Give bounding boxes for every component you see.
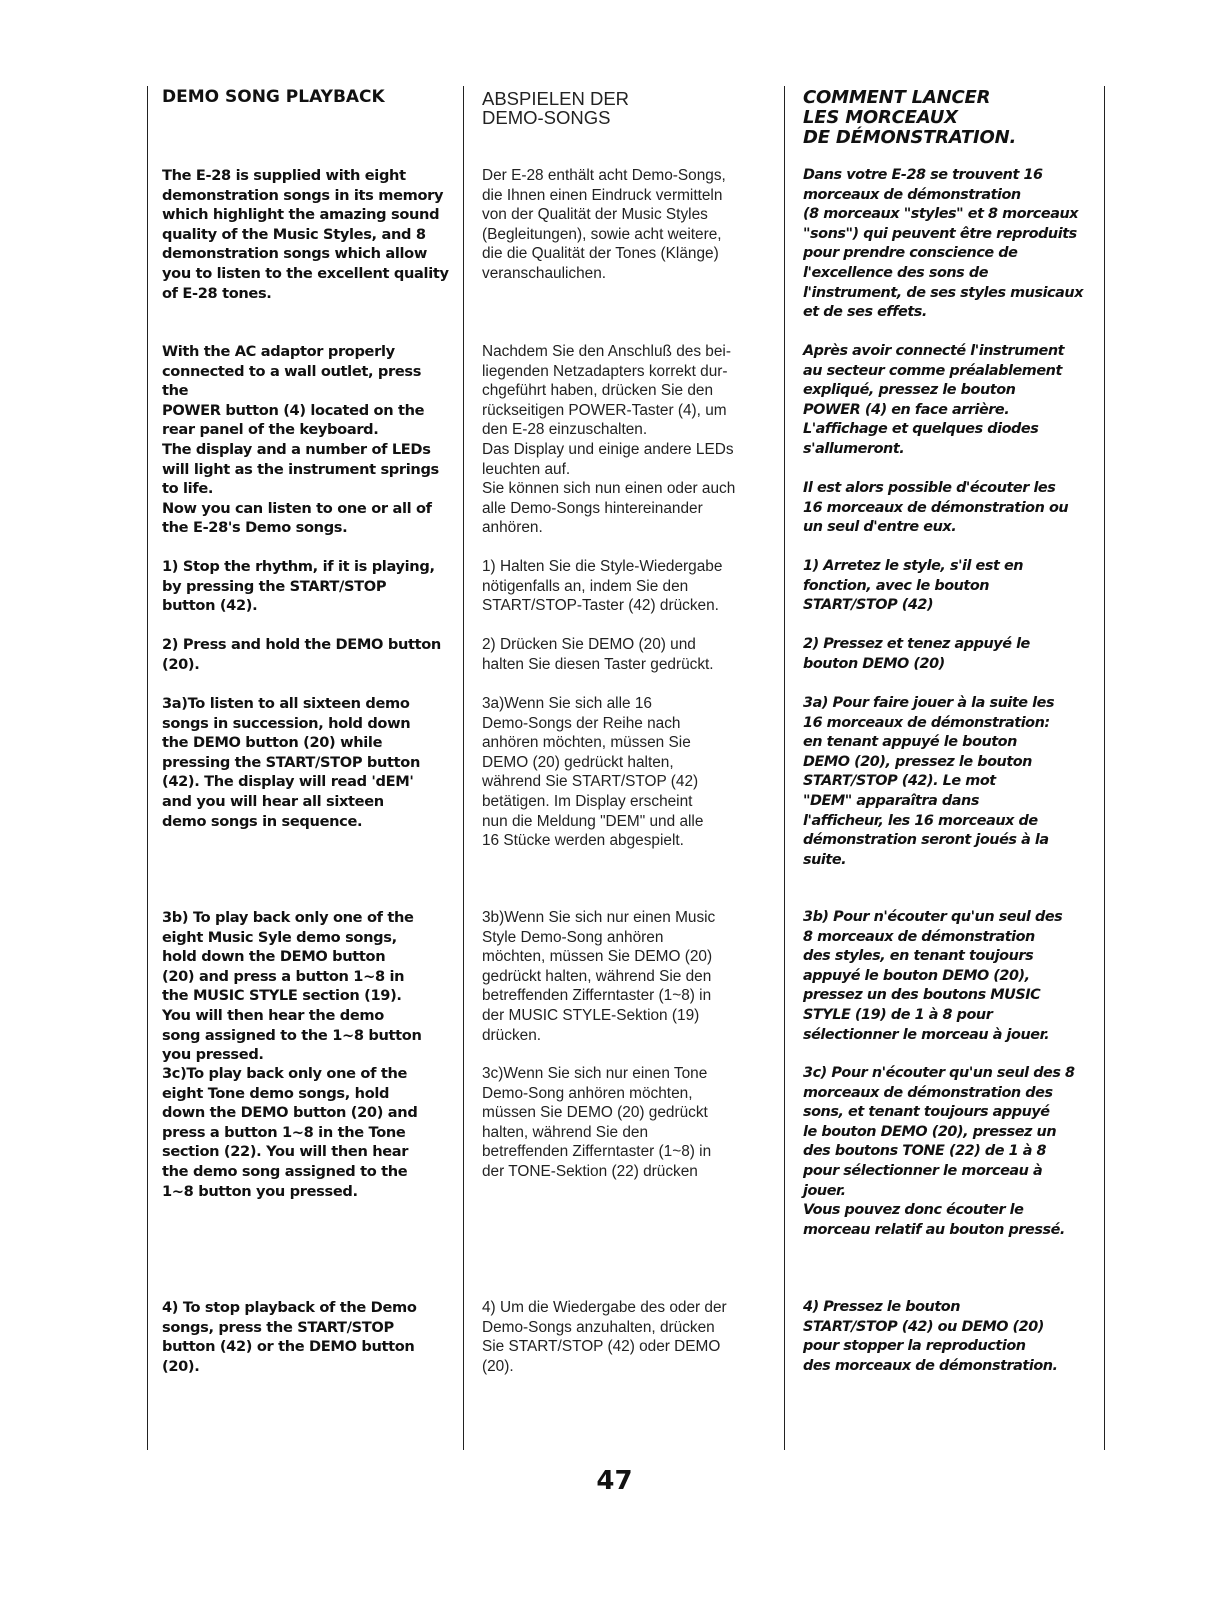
german-title: ABSPIELEN DER DEMO-SONGS xyxy=(482,88,630,128)
german-intro: Der E-28 enthält acht Demo-Songs, die Ihnen einen Eindruck vermitteln von der Qualität der Music Styles (Begleitungen), sowie acht weitere, die die Qualität der Tones (Klänge) veranschaulichen. xyxy=(482,167,726,282)
french-step-2: 2) Pressez et tenez appuyé le bouton DEMO (20) xyxy=(803,636,1030,672)
german-step-3b: 3b)Wenn Sie sich nur einen Music Style Demo-Song anhören möchten, müssen Sie DEMO (20) gedrückt halten, während Sie den betreffenden Zifferntaster (1~8) in der MUSIC STYLE-Sektion (19) drücken. xyxy=(482,909,716,1044)
german-step-2: 2) Drücken Sie DEMO (20) und halten Sie diesen Taster gedrückt. xyxy=(482,636,714,673)
french-step-3c: 3c) Pour n'écouter qu'un seul des 8 morceaux de démonstration des sons, et tenant toujours appuyé le bouton DEMO (20), pressez un des boutons TONE (22) de 1 à 8 pour sélectionner le morceau à jouer. Vous pouvez donc écouter le morceau relatif au bouton pressé. xyxy=(803,1065,1075,1238)
german-step-3c: 3c)Wenn Sie sich nur einen Tone Demo-Song anhören möchten, müssen Sie DEMO (20) gedrückt halten, während Sie den betreffenden Zifferntaster (1~8) in der TONE-Sektion (22) drücken xyxy=(482,1065,712,1180)
column-rule-center-right xyxy=(784,86,785,1450)
column-rule-right xyxy=(1104,86,1105,1450)
page-number: 47 xyxy=(596,1466,633,1496)
french-power: Après avoir connecté l'instrument au secteur comme préalablement expliqué, pressez le bouton POWER (4) en face arrière. L'affichage et quelques diodes s'allumeront. xyxy=(803,343,1065,457)
french-step-4: 4) Pressez le bouton START/STOP (42) ou DEMO (20) pour stopper la reproduction des morceaux de démonstration. xyxy=(803,1299,1058,1374)
english-title: DEMO SONG PLAYBACK xyxy=(162,87,385,107)
column-rule-left xyxy=(147,86,148,1450)
french-step-3a: 3a) Pour faire jouer à la suite les 16 morceaux de démonstration: en tenant appuyé le bouton DEMO (20), pressez le bouton START/STOP (42). Le mot "DEM" apparaîtra dans l'afficheur, les 16 morceaux de démonstration seront joués à la suite. xyxy=(803,695,1055,868)
english-intro: The E-28 is supplied with eight demonstration songs in its memory which highlight the amazing sound quality of the Music Styles, and 8 demonstration songs which allow you to listen to the excellent quality of E-28 tones. xyxy=(162,167,449,302)
english-step-3c: 3c)To play back only one of the eight Tone demo songs, hold down the DEMO button (20) and press a button 1~8 in the Tone section (22). You will then hear the demo song assigned to the 1~8 button you pressed. xyxy=(162,1065,418,1200)
german-power: Nachdem Sie den Anschluß des bei- liegenden Netzadapters korrekt dur- chgeführt haben, drücken Sie den rückseitigen POWER-Taster (4), um den E-28 einzuschalten. Das Display und einige andere LEDs leuchten auf. Sie können sich nun einen oder auch alle Demo-Songs hintereinander anhören. xyxy=(482,343,736,537)
column-rule-center-left xyxy=(463,86,464,1450)
english-step-1: 1) Stop the rhythm, if it is playing, by pressing the START/STOP button (42). xyxy=(162,558,435,615)
german-step-3a: 3a)Wenn Sie sich alle 16 Demo-Songs der Reihe nach anhören möchten, müssen Sie DEMO (20) gedrückt halten, während Sie START/STOP (42) betätigen. Im Display erscheint nun die Meldung "DEM" und alle 16 Stücke werden abgespielt. xyxy=(482,695,704,850)
french-listen: Il est alors possible d'écouter les 16 morceaux de démonstration ou un seul d'entre eux. xyxy=(803,480,1069,536)
french-step-3b: 3b) Pour n'écouter qu'un seul des 8 morceaux de démonstration des styles, en tenant toujours appuyé le bouton DEMO (20), pressez un des boutons MUSIC STYLE (19) de 1 à 8 pour sélectionner le morceau à jouer. xyxy=(803,909,1063,1043)
english-step-3a: 3a)To listen to all sixteen demo songs in succession, hold down the DEMO button (20) while pressing the START/STOP button (42). The display will read 'dEM' and you will hear all sixteen demo songs in sequence. xyxy=(162,695,421,830)
english-step-3b: 3b) To play back only one of the eight Music Syle demo songs, hold down the DEMO button (20) and press a button 1~8 in the MUSIC STYLE section (19). You will then hear the demo song assigned to the 1~8 button you pressed. xyxy=(162,909,422,1064)
english-step-4: 4) To stop playback of the Demo songs, press the START/STOP button (42) or the DEMO button (20). xyxy=(162,1299,417,1375)
french-title: COMMENT LANCER LES MORCEAUX DE DÉMONSTRATION. xyxy=(803,87,1017,148)
french-intro: Dans votre E-28 se trouvent 16 morceaux de démonstration (8 morceaux "styles" et 8 morceaux "sons") qui peuvent être reproduits pour prendre conscience de l'excellence des sons de l'instrument, de ses styles musicaux et de ses effets. xyxy=(803,167,1084,321)
english-step-2: 2) Press and hold the DEMO button (20). xyxy=(162,636,441,673)
english-power: With the AC adaptor properly connected to a wall outlet, press the POWER button (4) located on the rear panel of the keyboard. The display and a number of LEDs will light as the instrument springs to life. Now you can listen to one or all of the E-28's Demo songs. xyxy=(162,343,439,537)
german-step-4: 4) Um die Wiedergabe des oder der Demo-Songs anzuhalten, drücken Sie START/STOP (42) oder DEMO (20). xyxy=(482,1299,727,1375)
german-step-1: 1) Halten Sie die Style-Wiedergabe nötigenfalls an, indem Sie den START/STOP-Taster (42) drücken. xyxy=(482,558,723,615)
french-step-1: 1) Arretez le style, s'il est en fonction, avec le bouton START/STOP (42) xyxy=(803,558,1024,614)
